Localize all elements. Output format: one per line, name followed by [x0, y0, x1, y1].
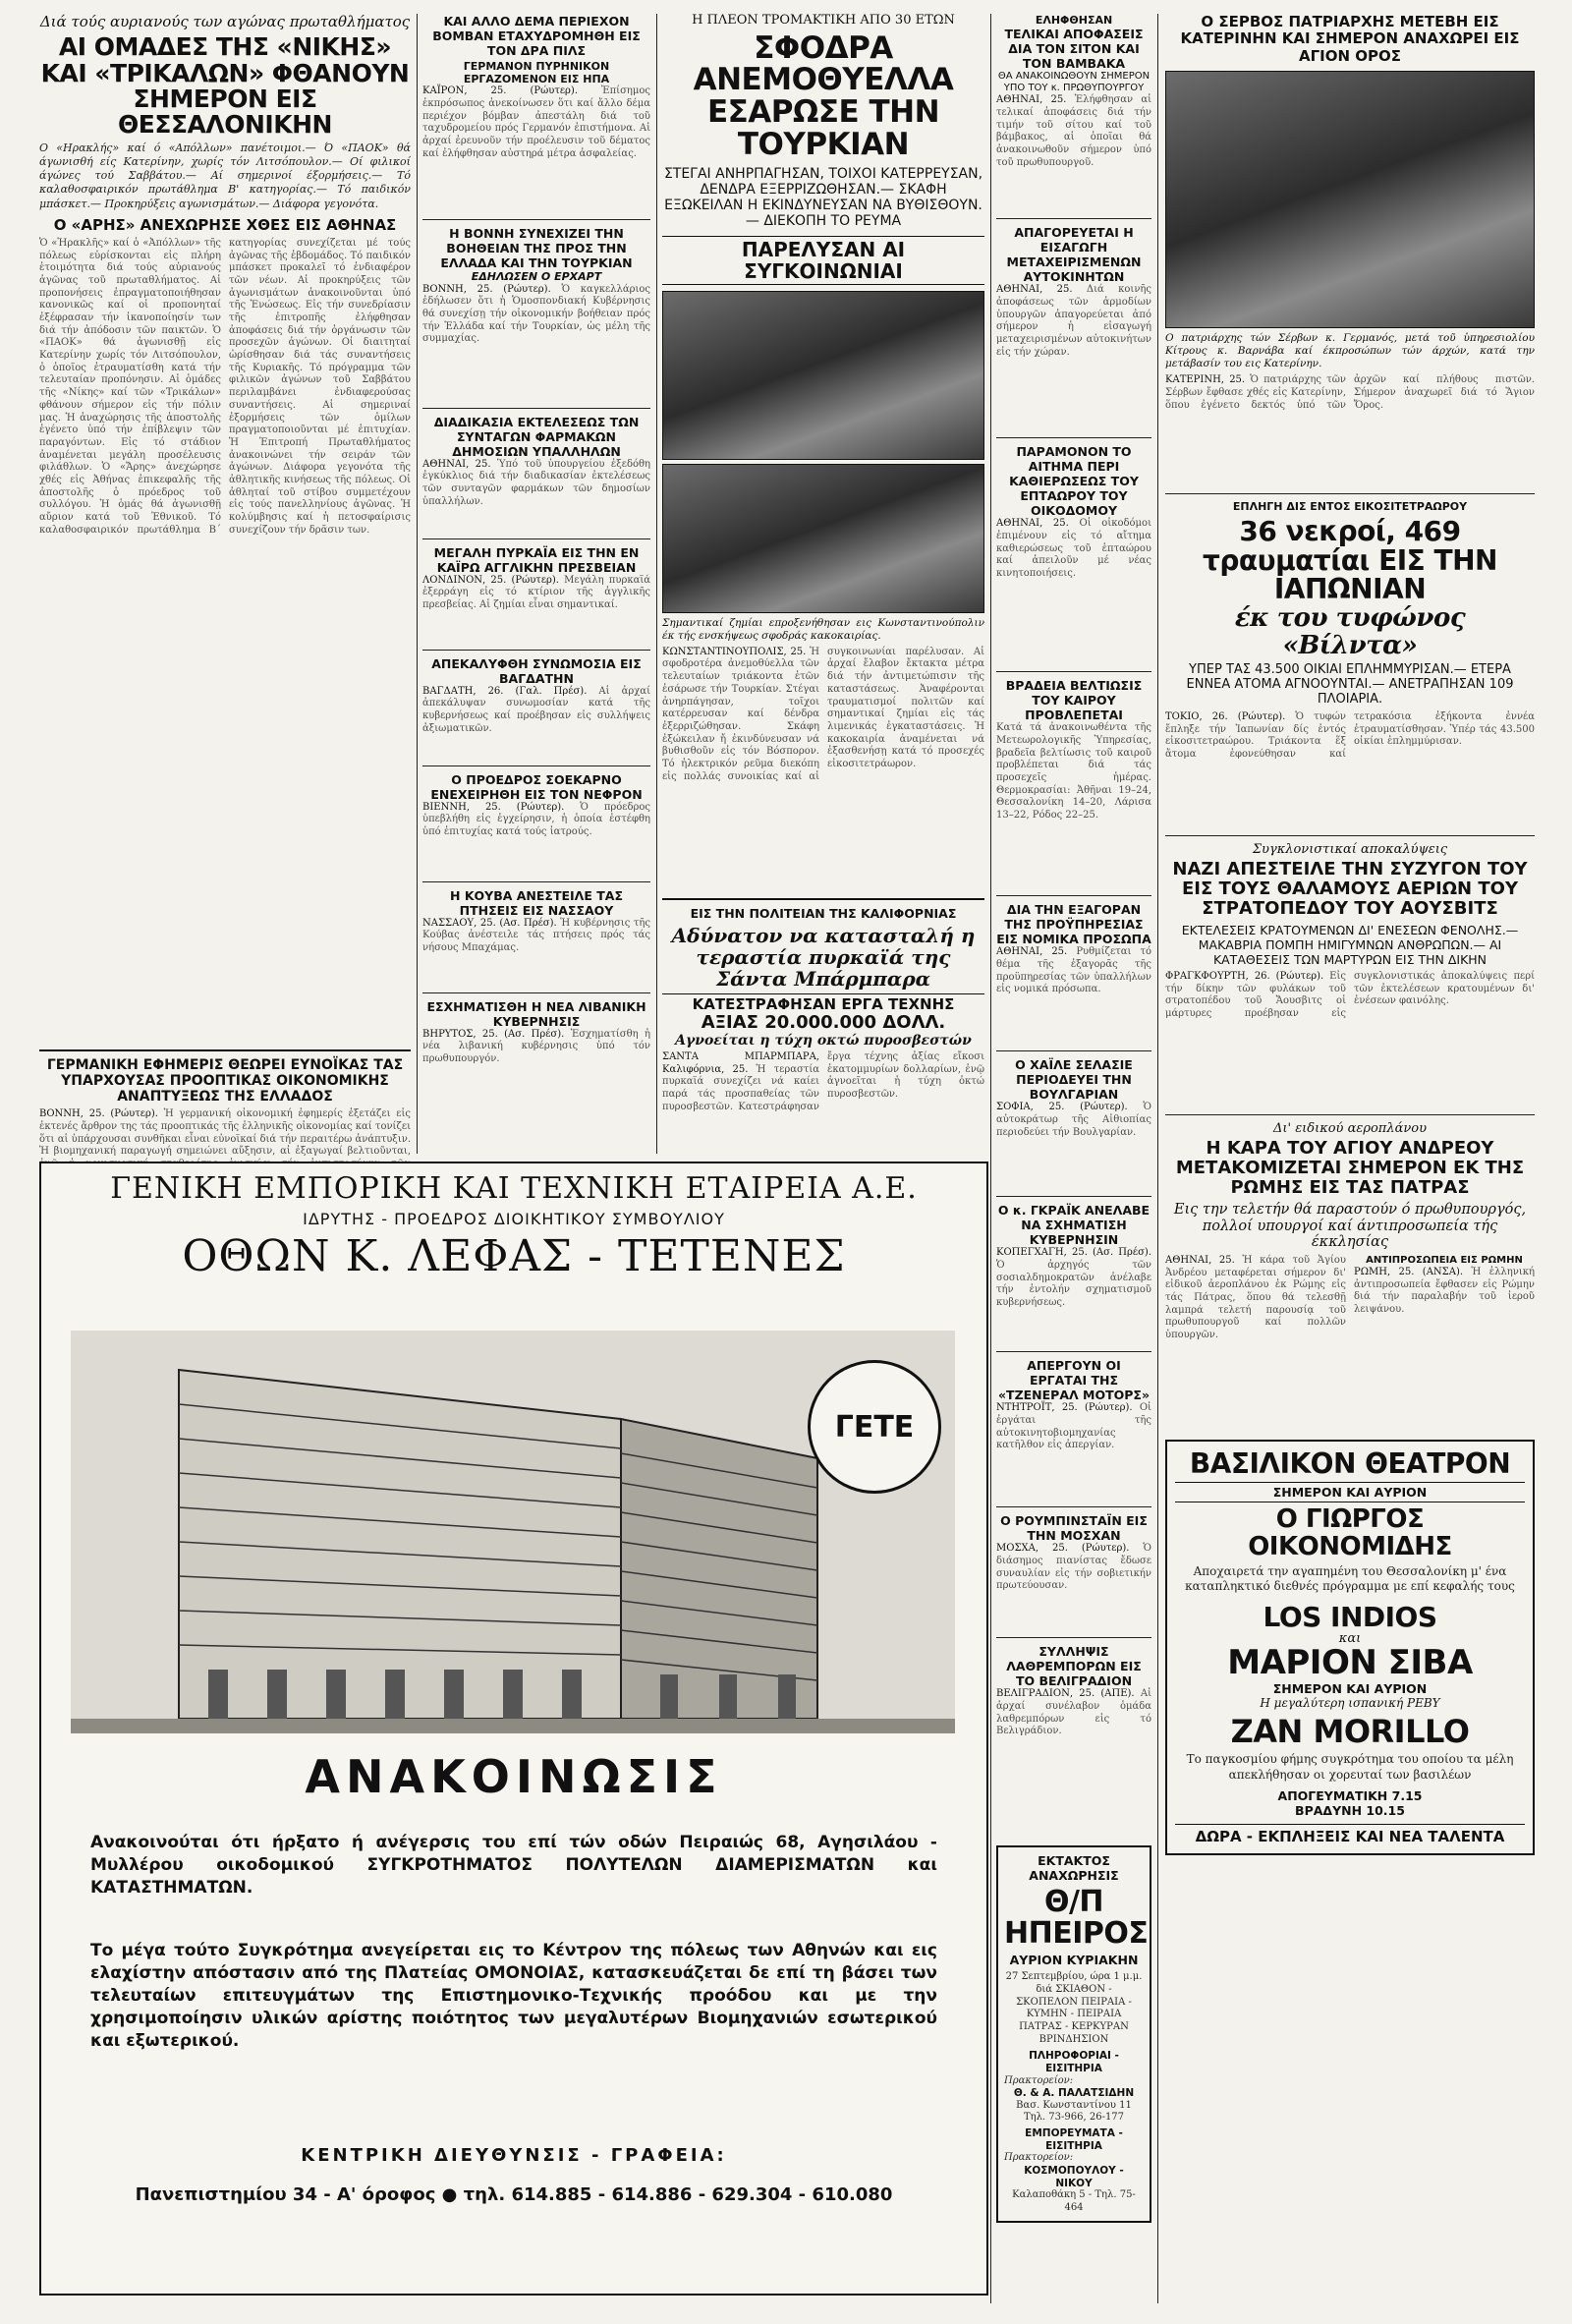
- column-rule: [656, 14, 657, 1154]
- dateline: ΜΟΣΧΑ, 25. (Ρώυτερ).: [996, 1543, 1130, 1555]
- article-body: ΒΗΡΥΤΟΣ, 25. (Ασ. Πρέσ). Ἐσχηματίσθη ἡ νέα λιβανική κυβέρνησις ὑπό τόν πρωθυπουργόν.: [422, 1028, 650, 1064]
- ad-time: ΑΠΟΓΕΥΜΑΤΙΚΗ 7.15: [1277, 1787, 1423, 1803]
- article-body: ΚΑΪΡΟΝ, 25. (Ρώυτερ). Ἐπίσημος ἐκπρόσωπος ἀνεκοίνωσεν ὅτι καί ἄλλο δέμα περιέχον βόμβαν ἀπεστάλη διά τοῦ ταχυδρομείου πρός Γερμανόν ἐπιστήμονα. Αἱ ἀρχαί ἐρευνοῦν τήν προέλευσιν τοῦ δέματος καί ἐλήφθησαν αὐστηρά μέτρα ἀσφαλείας.: [422, 85, 651, 159]
- announcement-title: ΑΝΑΚΟΙΝΩΣΙΣ: [305, 1750, 723, 1803]
- kicker: ΕΙΣ ΤΗΝ ΠΟΛΙΤΕΙΑΝ ΤΗΣ ΚΑΛΙΦΟΡΝΙΑΣ: [690, 905, 957, 921]
- theatre-name: ΒΑΣΙΛΙΚΟΝ ΘΕΑΤΡΟΝ: [1189, 1446, 1511, 1480]
- ad-route: 27 Σεπτεμβρίου, ώρα 1 μ.μ. διά ΣΚΙΑΘΟΝ - ΣΚΟΠΕΛΟΝ ΠΕΙΡΑΙΑ - ΚΥΜΗΝ - ΠΕΙΡΑΙΑ ΠΑΤΡΑΣ - ΚΕΡΚΥΡΑΝ ΒΡΙΝΔΗΣΙΟΝ: [1005, 1971, 1143, 2045]
- article-headline: ΔΙΑΔΙΚΑΣΙΑ ΕΚΤΕΛΕΣΕΩΣ ΤΩΝ ΣΥΝΤΑΓΩΝ ΦΑΡΜΑΚΩΝ ΔΗΜΟΣΙΩΝ ΥΠΑΛΛΗΛΩΝ: [433, 414, 640, 459]
- ad-agent-label: Πρακτορείον:: [1004, 2152, 1074, 2164]
- founder-name: ΟΘΩΝ Κ. ΛΕΦΑΣ - ΤΕΤΕΝΕΣ: [182, 1230, 846, 1281]
- article-body: ΒΑΓΔΑΤΗ, 26. (Γαλ. Πρέσ). Αἱ ἀρχαί ἀπεκάλυψαν συνωμοσίαν κατά τῆς κυβερνήσεως καί προέβησαν εἰς συλλήψεις ἀξιωματικῶν.: [422, 685, 650, 734]
- subheadline: ΚΑΤΕΣΤΡΑΦΗΣΑΝ ΕΡΓΑ ΤΕΧΝΗΣ: [662, 993, 984, 1013]
- dateline: ΒΟΝΝΗ, 25. (Ρώυτερ).: [422, 283, 551, 295]
- kicker: Διά τούς αυριανούς των αγώνας πρωταθλήματος: [39, 13, 411, 30]
- article-body: ΝΤΗΤΡΟΪΤ, 25. (Ρώυτερ). Οἱ ἐργάται τῆς αὐτοκινητοβιομηχανίας κατῆλθον εἰς ἀπεργίαν.: [996, 1402, 1151, 1451]
- dateline: ΤΟΚΙΟ, 26. (Ρώυτερ).: [1165, 710, 1286, 722]
- article-body: ΑΘΗΝΑΙ, 25. Διά κοινῆς ἀποφάσεως τῶν ἁρμοδίων ὑπουργῶν ἀπαγορεύεται ἀπό σήμερον ἡ εἰσαγωγή μεταχειρισμένων αὐτοκινήτων εἰς τήν χώραν.: [996, 284, 1151, 358]
- ad-blurb: Αποχαιρετά την αγαπημένη του Θεσσαλονίκη μ' ένα καταπληκτικό διεθνές πρόγραμμα με επί κεφαλής τους: [1185, 1563, 1515, 1594]
- article-body: ΚΟΠΕΓΧΑΓΗ, 25. (Ασ. Πρέσ). Ὁ ἀρχηγός τῶν σοσιαλδημοκρατῶν ἀνέλαβε τήν ἐντολήν σχηματισμοῦ κυβερνήσεως.: [996, 1247, 1151, 1308]
- article-headline: ΑΠΕΡΓΟΥΝ ΟΙ ΕΡΓΑΤΑΙ ΤΗΣ «ΤΖΕΝΕΡΑΛ ΜΟΤΟΡΣ»: [997, 1358, 1151, 1403]
- article-headline: Ο ΠΡΟΕΔΡΟΣ ΣΟΕΚΑΡΝΟ ΕΝΕΧΕΙΡΗΘΗ ΕΙΣ ΤΟΝ ΝΕΦΡΟΝ: [430, 771, 643, 802]
- article-body: ΒΙΕΝΝΗ, 25. (Ρώυτερ). Ὁ πρόεδρος ὑπεβλήθη εἰς ἐγχείρησιν, ἡ ὁποία ἐστέφθη ὑπό ἐπιτυχίας κατά τούς ἰατρούς.: [422, 801, 651, 837]
- dateline: ΡΩΜΗ, 25. (ΑΝΣΑ).: [1354, 1266, 1464, 1277]
- office-label: ΚΕΝΤΡΙΚΗ ΔΙΕΥΘΥΝΣΙΣ - ΓΡΑΦΕΙΑ:: [301, 2145, 727, 2166]
- article-body: ΤΟΚΙΟ, 26. (Ρώυτερ). Ὁ τυφών ἔπληξε τήν Ἰαπωνίαν δίς ἐντός εἰκοσιτετραώρου. Τριάκοντα ἕξ ἄτομα ἐφονεύθησαν καί τετρακόσια ἑξήκοντα ἐννέα ἐτραυματίσθησαν. Ὑπέρ τάς 43.500 οἰκίαι ἐπλημμύρισαν.: [1165, 710, 1535, 760]
- column-world-news: [1165, 14, 1535, 2303]
- article-headline: ΕΣΧΗΜΑΤΙΣΘΗ Η ΝΕΑ ΛΙΒΑΝΙΚΗ ΚΥΒΕΡΝΗΣΙΣ: [426, 998, 646, 1029]
- article-body: ΦΡΑΓΚΦΟΥΡΤΗ, 26. (Ρώυτερ). Εἰς τήν δίκην τῶν φυλάκων τοῦ στρατοπέδου τοῦ Ἄουσβιτς οἱ μάρτυρες προέβησαν εἰς συγκλονιστικάς ἀποκαλύψεις περί τῶν ἐκτελέσεων κρατουμένων δι' ἐνέσεων φαινόλης.: [1165, 970, 1535, 1019]
- article-headline: Η ΒΟΝΝΗ ΣΥΝΕΧΙΖΕΙ ΤΗΝ ΒΟΗΘΕΙΑΝ ΤΗΣ ΠΡΟΣ ΤΗΝ ΕΛΛΑΔΑ ΚΑΙ ΤΗΝ ΤΟΥΡΚΙΑΝ: [440, 226, 633, 271]
- ship-name: Θ/Π ΗΠΕΙΡΟΣ: [1004, 1885, 1149, 1951]
- article-headline: ΑΠΕΚΑΛΥΦΘΗ ΣΥΝΩΜΟΣΙΑ ΕΙΣ ΒΑΓΔΑΤΗΝ: [431, 655, 642, 686]
- article-headline: ΓΕΡΜΑΝΙΚΗ ΕΦΗΜΕΡΙΣ ΘΕΩΡΕΙ ΕΥΝΟΪΚΑΣ ΤΑΣ ΥΠΑΡΧΟΥΣΑΣ ΠΡΟΟΠΤΙΚΑΣ ΟΙΚΟΝΟΜΙΚΗΣ ΑΝΑΠΤΥΞΕΩΣ ΤΗΣ ΕΛΛΑΔΟΣ: [46, 1056, 404, 1105]
- kicker: Δι' ειδικού αεροπλάνου: [1273, 1120, 1427, 1136]
- kicker: ΕΛΗΦΘΗΣΑΝ: [1035, 14, 1113, 27]
- headline: Η ΚΑΡΑ ΤΟΥ ΑΓΙΟΥ ΑΝΔΡΕΟΥ ΜΕΤΑΚΟΜΙΖΕΤΑΙ ΣΗΜΕΡΟΝ ΕΚ ΤΗΣ ΡΩΜΗΣ ΕΙΣ ΤΑΣ ΠΑΤΡΑΣ: [1175, 1138, 1525, 1199]
- article-headline: ΣΥΛΛΗΨΙΣ ΛΑΘΡΕΜΠΟΡΩΝ ΕΙΣ ΤΟ ΒΕΛΙΓΡΑΔΙΟΝ: [1006, 1644, 1142, 1689]
- subheadline: Αγνοείται η τύχη οκτώ πυροσβεστών: [675, 1032, 972, 1049]
- dateline: ΚΟΠΕΓΧΑΓΗ, 25. (Ασ. Πρέσ).: [996, 1247, 1151, 1259]
- column-rule: [990, 14, 991, 2303]
- article-subheadline: ΓΕΡΜΑΝΟΝ ΠΥΡΗΝΙΚΟΝ ΕΡΓΑΖΟΜΕΝΟΝ ΕΙΣ ΗΠΑ: [463, 60, 610, 86]
- dateline: ΦΡΑΓΚΦΟΥΡΤΗ, 26. (Ρώυτερ).: [1165, 970, 1324, 982]
- dateline: ΒΗΡΥΤΟΣ, 25. (Ασ. Πρέσ).: [422, 1028, 565, 1040]
- subheadline: Ο «ΑΡΗΣ» ΑΝΕΧΩΡΗΣΕ ΧΘΕΣ ΕΙΣ ΑΘΗΝΑΣ: [53, 215, 397, 234]
- lead-paragraph: Ο «Ηρακλής» καί ό «Απόλλων» πανέτοιμοι.— Ό «ΠΑΟΚ» θά άγωνισθή είς Κατερίνην, χωρίς τόν Λιτσόπουλον.— Οί φιλικοί άγώνες τού Σαββάτου.— Αί σημερινοί έξορμήσεις.— Τό καλαθοσφαιρικόν πρωτάθλημα Β' κατηγορίας.— Τό παιδικόν μπάσκετ.— Προκηρύξεις αγωνισμάτων.— Διάφορα γεγονότα.: [39, 142, 411, 210]
- ad-footer: ΔΩΡΑ - ΕΚΠΛΗΞΕΙΣ ΚΑΙ ΝΕΑ ΤΑΛΕΝΤΑ: [1175, 1824, 1525, 1845]
- article-headline: Ο ΧΑΪΛΕ ΣΕΛΑΣΙΕ ΠΕΡΙΟΔΕΥΕΙ ΤΗΝ ΒΟΥΛΓΑΡΙΑΝ: [1015, 1057, 1133, 1103]
- article-headline: ΠΑΡΑΜΟΝΟΝ ΤΟ ΑΙΤΗΜΑ ΠΕΡΙ ΚΑΘΙΕΡΩΣΕΩΣ ΤΟΥ ΕΠΤΑΩΡΟΥ ΤΟΥ ΟΙΚΟΔΟΜΟΥ: [1009, 444, 1139, 519]
- article-body: ΛΟΝΔΙΝΟΝ, 25. (Ρώυτερ). Μεγάλη πυρκαϊά ἐξερράγη εἰς τό κτίριον τῆς ἀγγλικῆς πρεσβείας. Αἱ ζημίαι εἶναι σημαντικαί.: [422, 574, 650, 610]
- dateline: ΒΟΝΝΗ, 25. (Ρώυτερ).: [39, 1108, 158, 1120]
- dateline: ΑΘΗΝΑΙ, 25.: [422, 458, 491, 470]
- article-headline: ΑΠΑΓΟΡΕΥΕΤΑΙ Η ΕΙΣΑΓΩΓΗ ΜΕΤΑΧΕΙΡΙΣΜΕΝΩΝ ΑΥΤΟΚΙΝΗΤΩΝ: [1006, 225, 1142, 285]
- ship-photo: [662, 464, 984, 613]
- ad-when: ΣΗΜΕΡΟΝ ΚΑΙ ΑΥΡΙΟΝ: [1175, 1482, 1525, 1502]
- article-body: ΑΘΗΝΑΙ, 25. Ὑπό τοῦ ὑπουργείου ἐξεδόθη ἐγκύκλιος διά τήν διαδικασίαν ἐκτελέσεως τῶν συνταγῶν φαρμάκων τῶν δημοσίων ὑπαλλήλων.: [422, 458, 650, 507]
- office-address: Πανεπιστημίου 34 - Α' όροφος ● τηλ. 614.885 - 614.886 - 629.304 - 610.080: [135, 2184, 893, 2205]
- subheadline: ΕΚΤΕΛΕΣΕΙΣ ΚΡΑΤΟΥΜΕΝΩΝ ΔΙ' ΕΝΕΣΕΩΝ ΦΕΝΟΛΗΣ.— ΜΑΚΑΒΡΙΑ ΠΟΜΠΗ ΗΜΙΓΥΜΝΩΝ ΑΝΘΡΩΠΩΝ.— ΑΙ ΚΑΤΑΘΕΣΕΙΣ ΤΩΝ ΜΑΡΤΥΡΩΝ ΕΙΣ ΤΗΝ ΔΙΚΗΝ: [1181, 922, 1519, 967]
- article-headline: Ο κ. ΓΚΡΑΪΚ ΑΝΕΛΑΒΕ ΝΑ ΣΧΗΜΑΤΙΣΗ ΚΥΒΕΡΝΗΣΙΝ: [997, 1203, 1151, 1248]
- dateline: ΚΑΪΡΟΝ, 25. (Ρώυτερ).: [422, 85, 579, 97]
- article-body: ΑΘΗΝΑΙ, 25. Ἐλήφθησαν αἱ τελικαί ἀποφάσεις διά τήν τιμήν τοῦ σίτου καί τοῦ βάμβακος, αἱ ὁποῖαι θά ἀνακοινωθοῦν σήμερον ὑπό τοῦ πρωθυπουργοῦ.: [996, 94, 1152, 168]
- article-body: ΒΟΝΝΗ, 25. (Ρώυτερ). Ὁ καγκελλάριος ἐδήλωσεν ὅτι ἡ Ὁμοσπονδιακή Κυβέρνησις θά συνεχίσῃ τήν οἰκονομικήν βοήθειαν πρός τήν Ἑλλάδα καί τήν Τουρκίαν, ὡς μέλη τῆς συμμαχίας.: [422, 283, 650, 345]
- patriarch-photo: [1165, 71, 1535, 328]
- dateline: ΛΟΝΔΙΝΟΝ, 25. (Ρώυτερ).: [422, 574, 559, 586]
- ad-agent-address: Καλαποθάκη 5 - Τηλ. 75-464: [1012, 2189, 1136, 2213]
- article-body: ΑΘΗΝΑΙ, 25. Οἱ οἰκοδόμοι ἐπιμένουν εἰς τό αἴτημα καθιερώσεως τοῦ ἑπταώρου καί ἀπειλοῦν μέ νέας κινητοποιήσεις.: [996, 518, 1151, 579]
- photo-caption: Σημαντικαί ζημίαι επροξενήθησαν εις Κωνσταντινούπολιν έκ τής ενσκήψεως σφοδράς κακοκαιρίας.: [662, 616, 984, 642]
- article-body: Κατά τά ἀνακοινωθέντα τῆς Μετεωρολογικῆς Ὑπηρεσίας, βραδεῖα βελτίωσις τοῦ καιροῦ προβλέπεται διά τάς προσεχεῖς ἡμέρας. Θερμοκρασίαι: Ἀθῆναι 19–24, Θεσσαλονίκη 14–20, Λάρισα 13–22, Ρόδος 22–25.: [996, 722, 1151, 821]
- dateline: ΚΩΝΣΤΑΝΤΙΝΟΥΠΟΛΙΣ, 25.: [662, 646, 807, 657]
- ad-blurb: Το παγκοσμίου φήμης συγκρότημα του οποίου τα μέλη απεκλήθησαν οι χορευταί των βασιλέων: [1186, 1752, 1514, 1782]
- column-news-briefs: [422, 14, 650, 1154]
- article-body: ΒΟΝΝΗ, 25. (Ρώυτερ). Ἡ γερμανική οἰκονομική ἐφημερίς ἐξετάζει εἰς ἐκτενές ἄρθρον της τάς προοπτικάς τῆς ἑλληνικῆς οἰκονομίας καί τονίζει ὅτι αἱ ὑπάρχουσαι συνθῆκαι εἶναι εὐνοϊκαί διά τήν περαιτέρω ἀνάπτυξιν. Ἡ βιομηχανική παραγωγή σημειώνει αὔξησιν, αἱ ἐξαγωγαί βελτιοῦνται,: [39, 1108, 411, 1158]
- column-turkey-storm: [662, 14, 984, 1154]
- article-body: ΑΘΗΝΑΙ, 25. Ἡ κάρα τοῦ Ἁγίου Ἀνδρέου μεταφέρεται σήμερον δι' εἰδικοῦ ἀεροπλάνου ἐκ Ρώμης εἰς τάς Πάτρας, ὅπου θά τελεσθῇ λαμπρά τελετή παρουσίᾳ τοῦ πρωθυπουργοῦ καί πολλῶν ὑπουργῶν.: [1165, 1254, 1347, 1340]
- headline: ΣΦΟΔΡΑ ΑΝΕΜΟΘΥΕΛΛΑ ΕΣΑΡΩΣΕ ΤΗΝ ΤΟΥΡΚΙΑΝ: [693, 29, 954, 162]
- ad-agent-phone: Τηλ. 73-966, 26-177: [1023, 2112, 1125, 2124]
- dateline: ΑΘΗΝΑΙ, 25.: [996, 518, 1069, 530]
- ad-when: ΣΗΜΕΡΟΝ ΚΑΙ ΑΥΡΙΟΝ: [1272, 1680, 1428, 1696]
- headline: Αδύνατον να κατασταλή η τεραστία πυρκαϊά της Σάντα Μπάρμπαρα: [671, 923, 976, 991]
- article-body: ΑΘΗΝΑΙ, 25. Ρυθμίζεται τό θέμα τῆς ἐξαγορᾶς τῆς προϋπηρεσίας τῶν ὑπαλλήλων εἰς νομικά πρόσωπα.: [996, 946, 1152, 995]
- headline-line2: έκ του τυφώνος «Βίλντα»: [1234, 603, 1466, 660]
- dateline: ΝΑΣΣΑΟΥ, 25. (Ασ. Πρέσ).: [422, 917, 557, 929]
- announcement-paragraph: Το μέγα τούτο Συγκρότημα ανεγείρεται εις το Κέντρον της πόλεως των Αθηνών και εις ελαχίστην απόστασιν από της Πλατείας ΟΜΟΝΟΙΑΣ, κατασκευάζεται δε επί τη βάσει των τελευταίων επιτευγμάτων της Επιστημονικο-Τεχνικής προόδου και με την χρησιμοποίησιν υλικών αρίστης ποιότητος των μεγαλυτέρων Βιομηχανιών εσωτερικού και εξωτερικού.: [90, 1941, 937, 2051]
- column-sports: [39, 13, 411, 1158]
- subheadline: Εις την τελετήν θά παραστούν ό πρωθυπουργός, πολλοί υπουργοί καί άντιπροσωπεία τής έκκλησίας: [1173, 1201, 1527, 1251]
- article-body: ΣΑΝΤΑ ΜΠΑΡΜΠΑΡΑ, Καλιφόρνια, 25. Ἡ τεραστία πυρκαϊά συνεχίζει νά καίει παρά τάς προσπαθείας τῶν πυροσβεστῶν. Κατεστράφησαν ἔργα τέχνης ἀξίας εἴκοσι ἑκατομμυρίων δολλαρίων, ἐνῷ ἀγνοεῖται ἡ τύχη ὀκτώ πυροσβεστῶν.: [662, 1050, 984, 1112]
- article-body: ΡΩΜΗ, 25. (ΑΝΣΑ). Ἡ ἑλληνική ἀντιπροσωπεία ἔφθασεν εἰς Ρώμην διά τήν παραλαβήν τοῦ ἱεροῦ λειψάνου.: [1354, 1266, 1535, 1315]
- ad-act: ΖΑΝ MORILLO: [1230, 1712, 1470, 1750]
- ad-agent-label: Πρακτορείον:: [1004, 2074, 1074, 2086]
- column-greek-news: [996, 14, 1151, 2303]
- article-headline: ΒΡΑΔΕΙΑ ΒΕΛΤΙΩΣΙΣ ΤΟΥ ΚΑΙΡΟΥ ΠΡΟΒΛΕΠΕΤΑΙ: [1005, 678, 1143, 723]
- dateline: ΑΘΗΝΑΙ, 25.: [996, 946, 1068, 958]
- ad-info: ΠΛΗΡΟΦΟΡΙΑΙ - ΕΙΣΙΤΗΡΙΑ: [1029, 2050, 1119, 2074]
- theatre-advertisement: [1165, 1440, 1535, 1855]
- dateline: ΑΘΗΝΑΙ, 25.: [996, 94, 1067, 106]
- ad-agent: ΚΟΣΜΟΠΟΥΛΟΥ - ΝΙΚΟΥ: [1024, 2165, 1124, 2189]
- article-body: Ὁ «Ἡρακλῆς» καί ὁ «Ἀπόλλων» τῆς πόλεως εὑρίσκονται εἰς πλήρη ἑτοιμότητα διά τούς αὐριανούς ἀγῶνας τοῦ πρωταθλήματος. Αἱ προπονήσεις ἐπραγματοποιήθησαν κανονικῶς καί οἱ προπονηταί ἐξέφρασαν τήν ἱκανοποίησίν των διά τήν ἀπόδοσιν τῶν παικτῶν. Ὁ «ΠΑΟΚ» θά ἀγωνισθῇ εἰς Κατερίνην χωρίς τόν Λιτσόπουλον, ὁ ὁποῖος ἐτραυματίσθη κατά τήν τελευταίαν προπόνησιν. Αἱ ὁμάδες τῆς «Νίκης» καί τῶν «Τρικάλων» φθάνουν σήμερον εἰς τήν πόλιν μας. Ἡ ἀναχώρησις τῆς ἀποστολῆς ἐγένετο ὑπό τήν ἐπίβλεψιν τῶν παραγόντων. Εἰς τό στάδιον ἀναμένεται μεγάλη προσέλευσις φιλάθλων. Ὁ «Ἄρης» ἀνεχώρησε χθές εἰς Ἀθήνας ἐπικεφαλῆς τῆς ἀποστολῆς ὁ πρόεδρος τοῦ συλλόγου. Ἡ ὁμάς θά ἀγωνισθῇ αὔριον κατά τοῦ Ἐθνικοῦ. Τό καλαθοσφαιρικόν πρωτάθλημα Β΄ κατηγορίας συνεχίζεται μέ τούς ἀγῶνας τῆς ἑβδομάδος. Τό παιδικόν μπάσκετ προκαλεῖ τό ἐνδιαφέρον τῶν νέων. Αἱ προκηρύξεις τῶν ἀγωνισμάτων ἀνακοινοῦνται ὑπό τῆς Ἐνώσεως. Εἰς τήν συνεδρίασιν τῆς ἐπιτροπῆς ἐλήφθησαν ἀποφάσεις διά τήν ὀργάνωσιν τῶν προσεχῶν ἀγώνων. Οἱ διαιτηταί ὡρίσθησαν διά τάς συναντήσεις τῆς Κυριακῆς. Τό πρόγραμμα τῶν φιλικῶν ἀγώνων τοῦ Σαββάτου περιλαμβάνει ἐνδιαφερούσας συναντήσεις. Αἱ σημεριναί ἐξορμήσεις τῶν ὁμίλων πραγματοποιοῦνται μέ ἐπιτυχίαν. Ἡ Ἐπιτροπή Πρωταθλήματος ἀνακοινώνει τήν σειράν τῶν ἀγώνων. Διάφορα γεγονότα τῆς ἀθλητικῆς κινήσεως τῆς πόλεως. Οἱ ἀθληταί τοῦ στίβου συμμετέχουν εἰς τούς πανελληνίους ἀγῶνας. Ἡ κολύμβησις καί ἡ πετοσφαίρισις συνεχίζουν τήν δρᾶσιν των.: [39, 237, 411, 536]
- kicker: ΕΠΛΗΓΗ ΔΙΣ ΕΝΤΟΣ ΕΙΚΟΣΙΤΕΤΡΑΩΡΟΥ: [1232, 500, 1468, 514]
- article-headline: ΤΕΛΙΚΑΙ ΑΠΟΦΑΣΕΙΣ ΔΙΑ ΤΟΝ ΣΙΤΟΝ ΚΑΙ ΤΟΝ ΒΑΜΒΑΚΑ: [1004, 27, 1144, 72]
- ad-act-desc: Η μεγαλύτερη ισπανική ΡΕΒΥ: [1260, 1695, 1440, 1710]
- dateline: ΣΟΦΙΑ, 25. (Ρώυτερ).: [996, 1102, 1128, 1113]
- article-subheadline: ΑΝΤΙΠΡΟΣΩΠΕΙΑ ΕΙΣ ΡΩΜΗΝ: [1366, 1254, 1523, 1266]
- article-body: ΣΟΦΙΑ, 25. (Ρώυτερ). Ὁ αὐτοκράτωρ τῆς Αἰθιοπίας περιοδεύει τήν Βουλγαρίαν.: [996, 1102, 1151, 1138]
- announcement-paragraph: Ανακοινούται ότι ήρξατο ή ανέγερσις του επί τών οδών Πειραιώς 68, Αγησιλάου - Μυλλέρου οικοδομικού ΣΥΓΚΡΟΤΗΜΑΤΟΣ ΠΟΛΥΤΕΛΩΝ ΔΙΑΜΕΡΙΣΜΑΤΩΝ και ΚΑΤΑΣΤΗΜΑΤΩΝ.: [90, 1833, 937, 1898]
- article-subheadline: ΘΑ ΑΝΑΚΟΙΝΩΘΟΥΝ ΣΗΜΕΡΟΝ ΥΠΟ ΤΟΥ κ. ΠΡΩΘΥΠΟΥΡΓΟΥ: [997, 71, 1151, 94]
- article-headline: ΜΕΓΑΛΗ ΠΥΡΚΑΪΑ ΕΙΣ ΤΗΝ ΕΝ ΚΑΪΡΩ ΑΓΓΛΙΚΗΝ ΠΡΕΣΒΕΙΑΝ: [433, 544, 640, 575]
- ad-cargo: ΕΜΠΟΡΕΥΜΑΤΑ - ΕΙΣΙΤΗΡΙΑ: [1025, 2127, 1123, 2152]
- article-headline: Ο ΣΕΡΒΟΣ ΠΑΤΡΙΑΡΧΗΣ ΜΕΤΕΒΗ ΕΙΣ ΚΑΤΕΡΙΝΗΝ ΚΑΙ ΣΗΜΕΡΟΝ ΑΝΑΧΩΡΕΙ ΕΙΣ ΑΓΙΟΝ ΟΡΟΣ: [1180, 13, 1520, 65]
- subheadline: ΥΠΕΡ ΤΑΣ 43.500 ΟΙΚΙΑΙ ΕΠΛΗΜΜΥΡΙΣΑΝ.— ΕΤΕΡΑ ΕΝΝΕΑ ΑΤΟΜΑ ΑΓΝΟΟΥΝΤΑΙ.— ΑΝΕΤΡΑΠΗΣΑΝ 109 ΠΛΟΙΑΡΙΑ.: [1186, 662, 1514, 707]
- article-subheadline: ΕΔΗΛΩΣΕΝ Ο ΕΡΧΑΡΤ: [471, 270, 602, 284]
- kicker: Η ΠΛΕΟΝ ΤΡΟΜΑΚΤΙΚΗ ΑΠΟ 30 ΕΤΩΝ: [692, 13, 955, 28]
- ad-act: ΜΑΡΙΟΝ ΣΙΒΑ: [1227, 1642, 1473, 1682]
- logo-text: ΓΕΤΕ: [834, 1409, 915, 1445]
- article-body: ΚΩΝΣΤΑΝΤΙΝΟΥΠΟΛΙΣ, 25. Ἡ σφοδροτέρα ἀνεμοθύελλα τῶν τελευταίων τριάκοντα ἐτῶν ἐσάρωσε τήν Τουρκίαν. Στέγαι ἀνηρπάγησαν, τοῖχοι κατέρρευσαν καί δένδρα ἐξερριζώθησαν. Σκάφη ἐξώκειλαν ἤ ἐκινδύνευσαν νά βυθισθοῦν εἰς τόν Βόσπορον. Τό ἠλεκτρικόν ρεῦμα διεκόπη εἰς πολλάς συνοικίας καί αἱ συγκοινωνίαι παρέλυσαν. Αἱ ἀρχαί ἔλαβον ἔκτακτα μέτρα διά τήν ἀντιμετώπισιν τῆς καταστάσεως. Ἀναφέρονται τραυματισμοί πολιτῶν καί σημαντικαί ζημίαι εἰς τάς λιμενικάς ἐγκαταστάσεις. Ἡ κακοκαιρία ἀναμένεται νά ἐξασθενήσῃ κατά τό προσεχές εἰκοσιτετράωρον.: [662, 646, 984, 782]
- ship-photo: [662, 291, 984, 460]
- column-rule: [417, 14, 418, 1154]
- dateline: ΒΕΛΙΓΡΑΔΙΟΝ, 25. (ΑΠΕ).: [996, 1688, 1135, 1700]
- gete-advertisement: [39, 1162, 988, 2296]
- ad-and: και: [1338, 1630, 1362, 1646]
- dateline: ΚΑΤΕΡΙΝΗ, 25.: [1165, 374, 1246, 386]
- photo-caption: Ο πατριάρχης τών Σέρβων κ. Γερμανός, μετά τοῦ ὑπηρεσιολίου Κίτρους κ. Βαρνάβα καί έκπροσώπων τών άρχών, κατά την μετάβασίν του εις Κατερίνην.: [1165, 331, 1535, 369]
- dateline: ΝΤΗΤΡΟΪΤ, 25. (Ρώυτερ).: [996, 1402, 1133, 1414]
- company-name: ΓΕΝΙΚΗ ΕΜΠΟΡΙΚΗ ΚΑΙ ΤΕΧΝΙΚΗ ΕΤΑΙΡΕΙΑ Α.Ε.: [110, 1171, 918, 1206]
- ad-agent-address: Βασ. Κωνσταντίνου 11: [1016, 2099, 1132, 2111]
- article-body: ΒΕΛΙΓΡΑΔΙΟΝ, 25. (ΑΠΕ). Αἱ ἀρχαί συνέλαβον ὁμάδα λαθρεμπόρων εἰς τό Βελιγράδιον.: [996, 1688, 1151, 1737]
- ad-kicker: ΕΚΤΑΚΤΟΣ ΑΝΑΧΩΡΗΣΙΣ: [1029, 1853, 1119, 1884]
- banner: ΠΑΡΕΛΥΣΑΝ ΑΙ ΣΥΓΚΟΙΝΩΝΙΑΙ: [662, 236, 984, 285]
- article-headline: ΚΑΙ ΑΛΛΟ ΔΕΜΑ ΠΕΡΙΕΧΟΝ ΒΟΜΒΑΝ ΕΤΑΧΥΔΡΟΜΗΘΗ ΕΙΣ ΤΟΝ ΔΡΑ ΠΙΛΣ: [432, 14, 641, 58]
- subheadline: ΣΤΕΓΑΙ ΑΝΗΡΠΑΓΗΣΑΝ, ΤΟΙΧΟΙ ΚΑΤΕΡΡΕΥΣΑΝ, ΔΕΝΔΡΑ ΕΞΕΡΡΙΖΩΘΗΣΑΝ.— ΣΚΑΦΗ ΕΞΩΚΕΙΛΑΝ Η ΕΚΙΝΔΥΝΕΥΣΑΝ ΝΑ ΒΥΘΙΣΘΟΥΝ.— ΔΙΕΚΟΠΗ ΤΟ ΡΕΥΜΑ: [663, 166, 983, 230]
- headline: ΑΙ ΟΜΑΔΕΣ ΤΗΣ «ΝΙΚΗΣ» ΚΑΙ «ΤΡΙΚΑΛΩΝ» ΦΘΑΝΟΥΝ ΣΗΜΕΡΟΝ ΕΙΣ ΘΕΣΣΑΛΟΝΙΚΗΝ: [40, 32, 410, 139]
- article-headline: ΔΙΑ ΤΗΝ ΕΞΑΓΟΡΑΝ ΤΗΣ ΠΡΟΫΠΗΡΕΣΙΑΣ ΕΙΣ ΝΟΜΙΚΑ ΠΡΟΣΩΠΑ: [996, 902, 1151, 947]
- ad-agent: Θ. & Α. ΠΑΛΑΤΣΙΔΗΝ: [1013, 2087, 1135, 2100]
- ad-act: LOS INDIOS: [1263, 1600, 1437, 1633]
- ad-star: Ο ΓΙΩΡΓΟΣ ΟΙΚΟΝΟΜΙΔΗΣ: [1248, 1504, 1452, 1561]
- ad-time: ΒΡΑΔΥΝΗ 10.15: [1295, 1802, 1405, 1818]
- article-headline: Η ΚΟΥΒΑ ΑΝΕΣΤΕΙΛΕ ΤΑΣ ΠΤΗΣΕΙΣ ΕΙΣ ΝΑΣΣΑΟΥ: [450, 887, 623, 918]
- kicker: Συγκλονιστικαί αποκαλύψεις: [1252, 841, 1448, 857]
- article-body: ΚΑΤΕΡΙΝΗ, 25. Ὁ πατριάρχης τῶν Σέρβων ἔφθασε χθές εἰς Κατερίνην, ὅπου ἐγένετο δεκτός ὑπό τῶν ἀρχῶν καί πλήθους πιστῶν. Σήμερον ἀναχωρεῖ διά τό Ἅγιον Ὄρος.: [1165, 374, 1535, 411]
- article-body: ΝΑΣΣΑΟΥ, 25. (Ασ. Πρέσ). Ἡ κυβέρνησις τῆς Κούβας ἀνέστειλε τάς πτήσεις πρός τάς νήσους Μπαχάμας.: [422, 917, 650, 953]
- article-headline: Ο ΡΟΥΜΠΙΝΣΤΑΪΝ ΕΙΣ ΤΗΝ ΜΟΣΧΑΝ: [1000, 1513, 1148, 1544]
- gete-logo: [808, 1360, 941, 1494]
- dateline: ΒΑΓΔΑΤΗ, 26. (Γαλ. Πρέσ).: [422, 685, 588, 697]
- dateline: ΑΘΗΝΑΙ, 25.: [996, 284, 1073, 296]
- ad-day: ΑΥΡΙΟΝ ΚΥΡΙΑΚΗΝ: [1009, 1953, 1139, 1968]
- dateline: ΣΑΝΤΑ ΜΠΑΡΜΠΑΡΑ, Καλιφόρνια, 25.: [662, 1050, 819, 1075]
- headline: ΝΑΖΙ ΑΠΕΣΤΕΙΛΕ ΤΗΝ ΣΥΖΥΓΟΝ ΤΟΥ ΕΙΣ ΤΟΥΣ ΘΑΛΑΜΟΥΣ ΑΕΡΙΩΝ ΤΟΥ ΣΤΡΑΤΟΠΕΔΟΥ ΤΟΥ ΑΟΥΣΒΙΤΣ: [1172, 859, 1528, 920]
- ship-advertisement: [996, 1845, 1151, 2222]
- founder-title: ΙΔΡΥΤΗΣ - ΠΡΟΕΔΡΟΣ ΔΙΟΙΚΗΤΙΚΟΥ ΣΥΜΒΟΥΛΙΟΥ: [303, 1209, 725, 1228]
- article-body: ΜΟΣΧΑ, 25. (Ρώυτερ). Ὁ διάσημος πιανίστας ἔδωσε συναυλίαν εἰς τήν σοβιετικήν πρωτεύουσαν.: [996, 1543, 1151, 1592]
- newspaper-page: [39, 14, 1535, 2313]
- column-rule: [1157, 14, 1158, 2303]
- dateline: ΑΘΗΝΑΙ, 25.: [1165, 1254, 1235, 1266]
- dateline: ΒΙΕΝΝΗ, 25. (Ρώυτερ).: [422, 801, 565, 813]
- headline: 36 νεκροί, 469 τραυματίαι ΕΙΣ ΤΗΝ ΙΑΠΩΝΙΑΝ: [1203, 515, 1497, 606]
- subheadline: ΑΞΙΑΣ 20.000.000 ΔΟΛΛ.: [701, 1012, 946, 1033]
